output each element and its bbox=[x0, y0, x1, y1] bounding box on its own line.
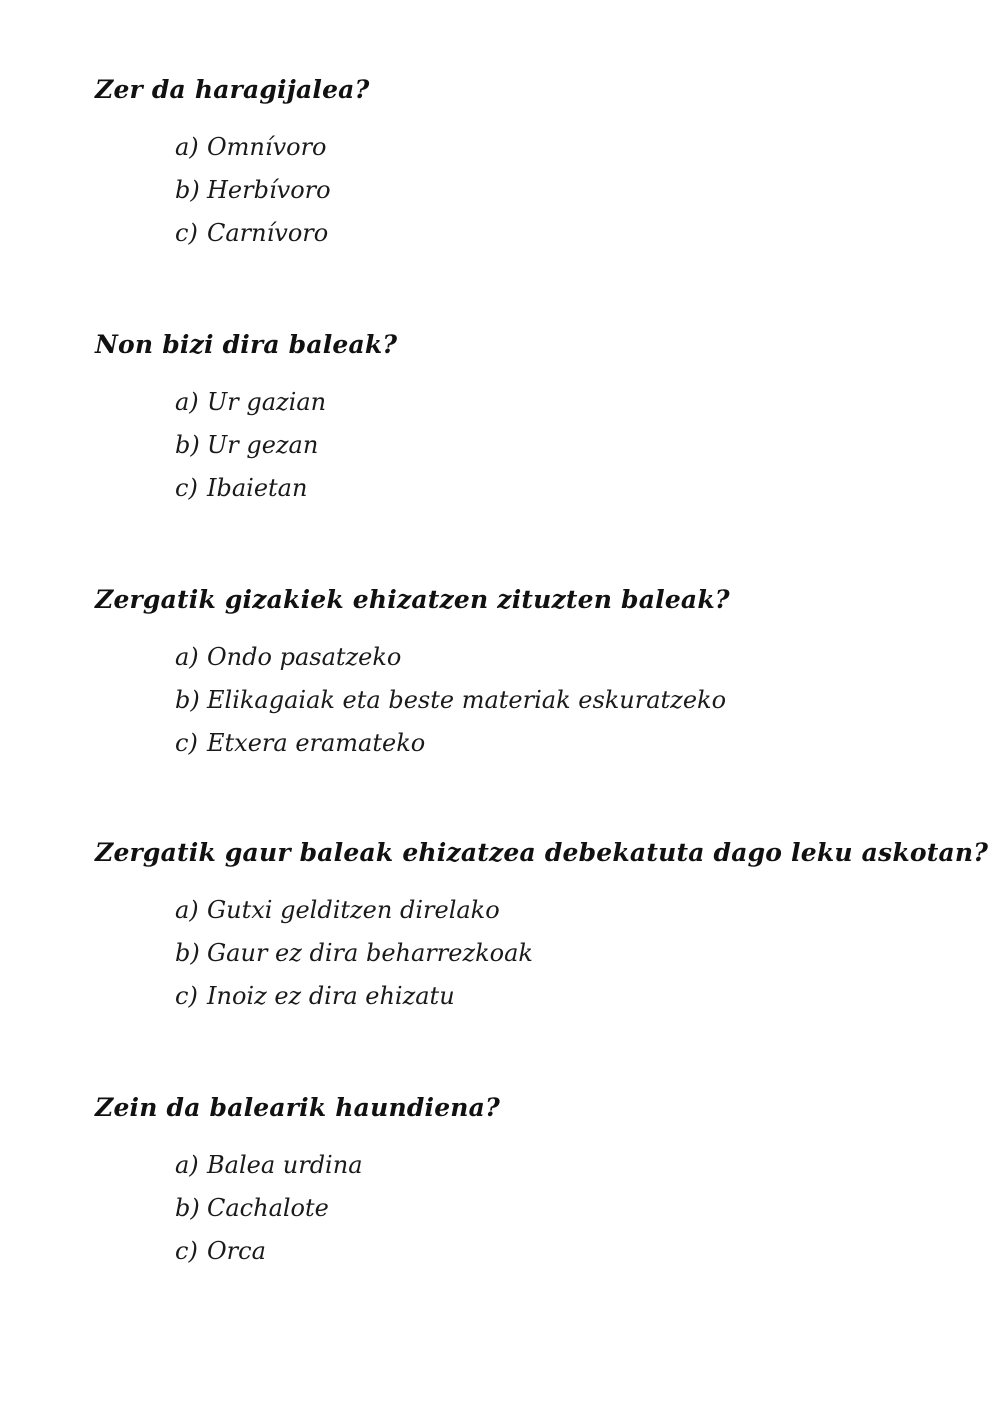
question-5 bbox=[95, 1088, 975, 1273]
question-1 bbox=[95, 70, 975, 255]
question-3 bbox=[95, 580, 975, 765]
option-text: Etxera eramateko bbox=[207, 729, 426, 757]
question-2 bbox=[95, 325, 975, 510]
answer-option-b[interactable] bbox=[175, 1187, 975, 1230]
option-text: Herbívoro bbox=[207, 176, 331, 204]
option-text: Ondo pasatzeko bbox=[207, 643, 402, 671]
option-letter: b) bbox=[175, 939, 200, 967]
answer-options bbox=[95, 636, 975, 765]
answer-option-c[interactable] bbox=[175, 1230, 975, 1273]
answer-options bbox=[95, 381, 975, 510]
option-letter: a) bbox=[175, 643, 199, 671]
option-text: Ibaietan bbox=[207, 474, 308, 502]
option-letter: c) bbox=[175, 1237, 198, 1265]
option-text: Gaur ez dira beharrezkoak bbox=[207, 939, 533, 967]
option-letter: c) bbox=[175, 729, 198, 757]
option-text: Gutxi gelditzen direlako bbox=[207, 896, 500, 924]
option-letter: c) bbox=[175, 219, 198, 247]
question-text: Zein da balearik haundiena? bbox=[95, 1093, 500, 1122]
option-text: Ur gezan bbox=[207, 431, 319, 459]
answer-option-c[interactable] bbox=[175, 722, 975, 765]
option-text: Omnívoro bbox=[207, 133, 327, 161]
question-text: Zer da haragijalea? bbox=[95, 75, 370, 104]
option-text: Orca bbox=[207, 1237, 266, 1265]
option-letter: a) bbox=[175, 133, 199, 161]
question-text: Non bizi dira baleak? bbox=[95, 330, 398, 359]
question-text: Zergatik gaur baleak ehizatzea debekatuta dago leku askotan? bbox=[95, 838, 989, 867]
answer-option-c[interactable] bbox=[175, 212, 975, 255]
option-letter: a) bbox=[175, 896, 199, 924]
option-letter: a) bbox=[175, 1151, 199, 1179]
question-text: Zergatik gizakiek ehizatzen zituzten baleak? bbox=[95, 585, 730, 614]
answer-options bbox=[95, 889, 975, 1018]
answer-options bbox=[95, 126, 975, 255]
option-letter: b) bbox=[175, 176, 200, 204]
option-letter: b) bbox=[175, 1194, 200, 1222]
option-text: Inoiz ez dira ehizatu bbox=[207, 982, 455, 1010]
option-text: Cachalote bbox=[207, 1194, 329, 1222]
option-letter: b) bbox=[175, 431, 200, 459]
answer-option-a[interactable] bbox=[175, 889, 975, 932]
answer-options bbox=[95, 1144, 975, 1273]
answer-option-b[interactable] bbox=[175, 679, 975, 722]
answer-option-b[interactable] bbox=[175, 424, 975, 467]
answer-option-c[interactable] bbox=[175, 975, 975, 1018]
answer-option-b[interactable] bbox=[175, 932, 975, 975]
question-4 bbox=[95, 833, 989, 1018]
option-letter: c) bbox=[175, 474, 198, 502]
option-text: Carnívoro bbox=[207, 219, 329, 247]
option-letter: b) bbox=[175, 686, 200, 714]
answer-option-c[interactable] bbox=[175, 467, 975, 510]
answer-option-a[interactable] bbox=[175, 381, 975, 424]
answer-option-a[interactable] bbox=[175, 636, 975, 679]
answer-option-b[interactable] bbox=[175, 169, 975, 212]
option-letter: a) bbox=[175, 388, 199, 416]
option-letter: c) bbox=[175, 982, 198, 1010]
answer-option-a[interactable] bbox=[175, 126, 975, 169]
option-text: Balea urdina bbox=[207, 1151, 363, 1179]
answer-option-a[interactable] bbox=[175, 1144, 975, 1187]
option-text: Elikagaiak eta beste materiak eskuratzeko bbox=[207, 686, 727, 714]
option-text: Ur gazian bbox=[207, 388, 327, 416]
